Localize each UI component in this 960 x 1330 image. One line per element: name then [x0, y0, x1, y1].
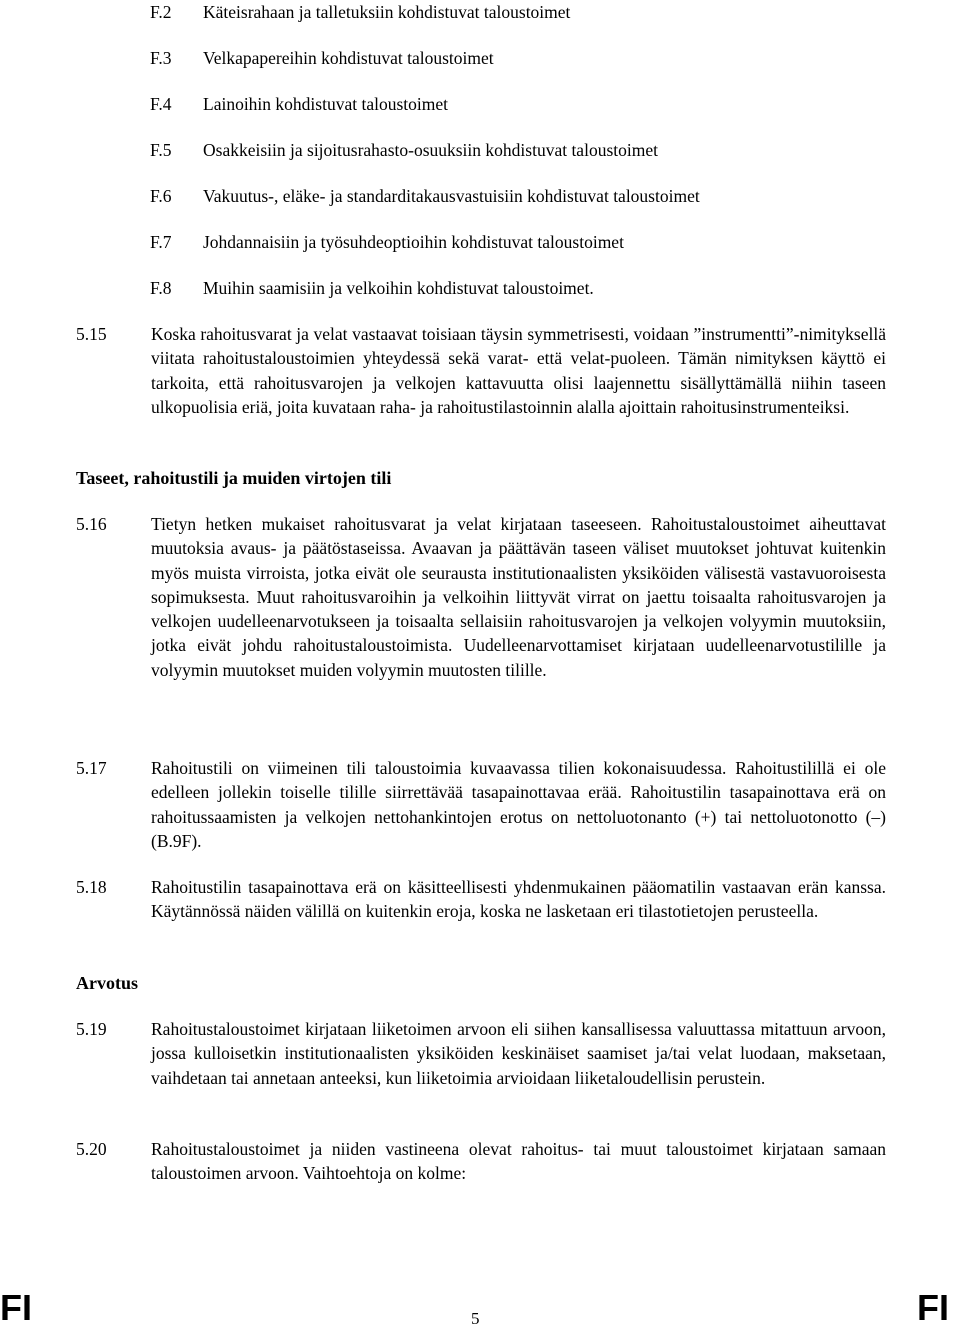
- code-description: Osakkeisiin ja sijoitusrahasto-osuuksiin kohdistuvat taloustoimet: [203, 140, 658, 160]
- footer-language-mark-left: FI: [0, 1287, 32, 1328]
- code-row: [0, 92, 960, 116]
- paragraph-text: Tietyn hetken mukaiset rahoitusvarat ja velat kirjataan taseeseen. Rahoitustaloustoimet aiheuttavat muutoksia avaus- ja päätöstaseissa. Avaavan ja päättävän taseen väliset muutokset johtuvat kuitenkin myös muista virroista, jotka eivät ole seurausta institutionaalisten yksiköiden välisestä vastavuoroisesta sopimuksesta. Muut rahoitusvaroihin ja velkoihin liittyvät virrat on jaettu toisaalta rahoitusvarojen ja velkojen uudelleenarvotukseen ja toisaalta sellaisiin rahoitusvarojen ja velkojen volyymin muutoksiin, jotka eivät johdu rahoitustaloustoimista. Uudelleenarvottamiset kirjataan uudelleenarvotustilille ja volyymin muutokset muiden volyymin muutosten tilille.: [151, 514, 886, 680]
- paragraph-text: Rahoitustili on viimeinen tili taloustoimia kuvaavassa tilien kokonaisuudessa. Rahoitustilillä ei ole edelleen jollekin toiselle tilille siirrettävää tasapainottavaa erää. Rahoitustilin tasapainottava erä on rahoitussaamisten ja velkojen nettohankintojen erotus on nettoluotonanto (+) tai nettoluotonotto (–) (B.9F).: [151, 758, 886, 851]
- section-heading-balance: Taseet, rahoitustili ja muiden virtojen tili: [76, 468, 392, 488]
- paragraph-number: 5.17: [76, 758, 107, 778]
- paragraph-5-15: [76, 322, 886, 419]
- paragraph-number: 5.20: [76, 1139, 107, 1159]
- code-row: [0, 138, 960, 162]
- code-row: [0, 184, 960, 208]
- footer-language-mark-right: FI: [917, 1287, 949, 1328]
- paragraph-number: 5.19: [76, 1019, 107, 1039]
- code-description: Käteisrahaan ja talletuksiin kohdistuvat taloustoimet: [203, 2, 571, 22]
- paragraph-5-19: [76, 1017, 886, 1090]
- paragraph-5-18: [76, 875, 886, 924]
- paragraph-5-17: [76, 756, 886, 853]
- code-row: [0, 46, 960, 70]
- code-description: Velkapapereihin kohdistuvat taloustoimet: [203, 48, 494, 68]
- paragraph-text: Rahoitustaloustoimet kirjataan liiketoimen arvoon eli siihen kansallisessa valuuttassa mitattuun arvoon, jossa kulloisetkin institutionaalisten yksiköiden keskinäiset saamiset ja/tai velat luodaan, maksetaan, vaihdetaan tai annetaan anteeksi, kun liiketoimia arvioidaan liiketaloudellisin perustein.: [151, 1019, 886, 1088]
- paragraph-text: Rahoitustaloustoimet ja niiden vastineena olevat rahoitus- tai muut taloustoimet kirjataan samaan taloustoimen arvoon. Vaihtoehtoja on kolme:: [151, 1139, 886, 1184]
- code-description: Johdannaisiin ja työsuhdeoptioihin kohdistuvat taloustoimet: [203, 232, 624, 252]
- paragraph-number: 5.16: [76, 514, 107, 534]
- code-description: Muihin saamisiin ja velkoihin kohdistuvat taloustoimet.: [203, 278, 594, 298]
- paragraph-5-16: [76, 512, 886, 682]
- paragraph-number: 5.18: [76, 877, 107, 897]
- page-number: 5: [471, 1309, 480, 1328]
- code-row: [0, 276, 960, 300]
- code-label: F.6: [150, 186, 172, 206]
- paragraph-number: 5.15: [76, 324, 107, 344]
- code-label: F.3: [150, 48, 172, 68]
- paragraph-5-20: [76, 1137, 886, 1186]
- code-row: [0, 0, 960, 24]
- code-row: [0, 230, 960, 254]
- section-heading-valuation: Arvotus: [76, 973, 138, 993]
- code-label: F.4: [150, 94, 172, 114]
- paragraph-text: Koska rahoitusvarat ja velat vastaavat toisiaan täysin symmetrisesti, voidaan ”instrumentti”-nimityksellä viitata rahoitustaloustoimien yhteydessä sekä varat- että velat-puoleen. Tämän nimityksen käyttö ei tarkoita, että rahoitusvarojen ja velkojen kattavuutta olisi laajennettu sisällyttämällä niihin taseen ulkopuolisia eriä, joita kuvataan raha- ja rahoitustilastoinnin alalla ajoittain rahoitusinstrumenteiksi.: [151, 324, 886, 417]
- code-label: F.8: [150, 278, 172, 298]
- code-description: Vakuutus-, eläke- ja standarditakausvastuisiin kohdistuvat taloustoimet: [203, 186, 700, 206]
- code-label: F.7: [150, 232, 172, 252]
- code-label: F.5: [150, 140, 172, 160]
- code-label: F.2: [150, 2, 172, 22]
- code-description: Lainoihin kohdistuvat taloustoimet: [203, 94, 448, 114]
- paragraph-text: Rahoitustilin tasapainottava erä on käsitteellisesti yhdenmukainen pääomatilin vastaavan erän kanssa. Käytännössä näiden välillä on kuitenkin eroja, koska ne lasketaan eri tilastotietojen perusteella.: [151, 877, 886, 922]
